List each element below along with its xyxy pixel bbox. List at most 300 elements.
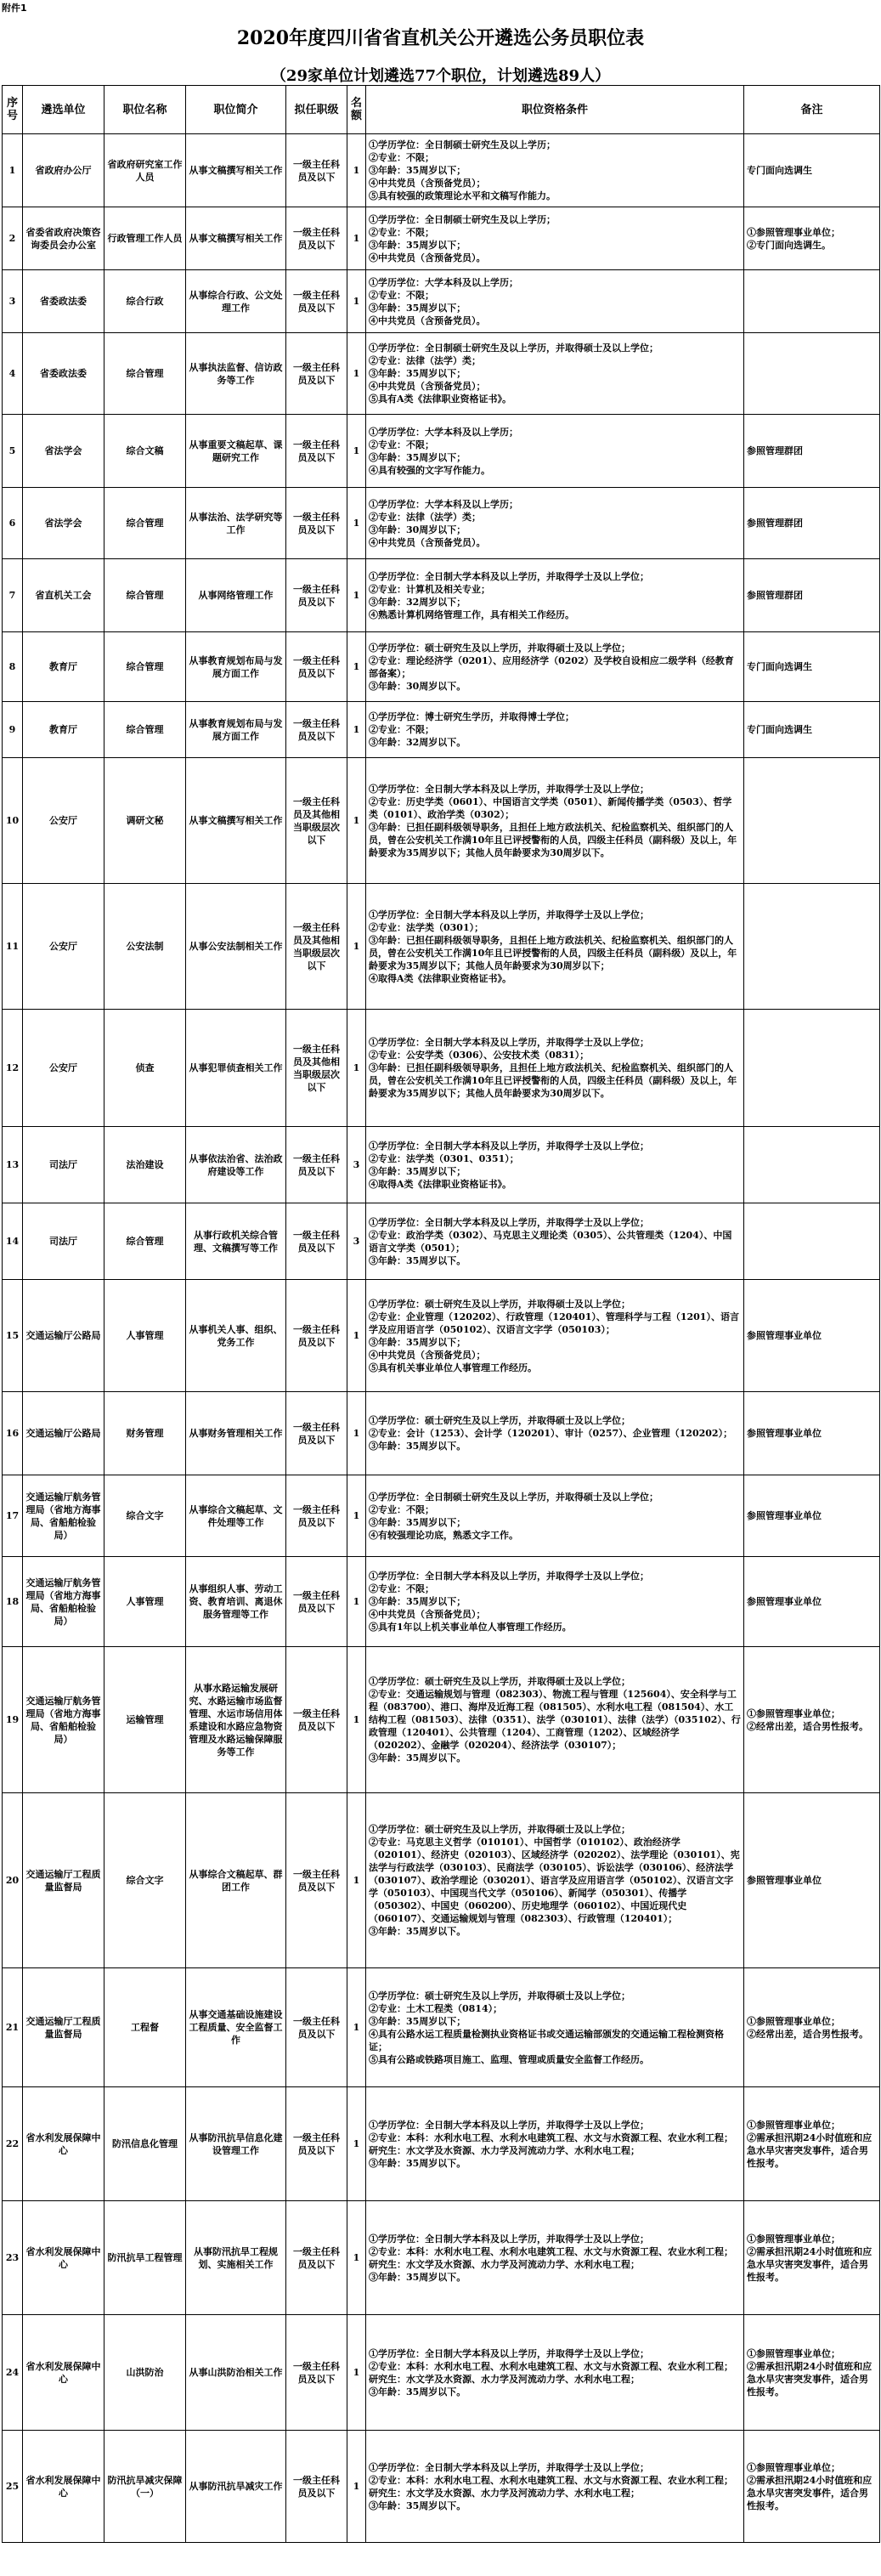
cell-position: 综合管理	[104, 702, 186, 758]
cell-no: 7	[3, 559, 23, 632]
condition-line: ②专业：不限；	[369, 1583, 434, 1594]
condition-line: ③年龄：35周岁以下；	[369, 1516, 466, 1528]
condition-line: ①学历学位：全日制大学本科及以上学历，并取得学士及以上学位；	[369, 1037, 649, 1048]
condition-line: ②专业：法学类（0301）；	[369, 921, 484, 933]
condition-line: ②专业：不限；	[369, 226, 434, 238]
table-row	[3, 1392, 880, 1475]
cell-quota: 1	[347, 758, 366, 884]
cell-conditions	[366, 1968, 744, 2087]
cell-level: 一级主任科员及以下	[286, 2201, 347, 2315]
cell-no: 22	[3, 2087, 23, 2201]
cell-intro: 从事文稿撰写相关工作	[186, 207, 286, 270]
cell-intro: 从事组织人事、劳动工资、教育培训、离退休服务管理等工作	[186, 1557, 286, 1647]
cell-level: 一级主任科员及以下	[286, 1793, 347, 1968]
cell-position: 防汛信息化管理	[104, 2087, 186, 2201]
cell-level: 一级主任科员及以下	[286, 333, 347, 415]
cell-conditions	[366, 1127, 744, 1203]
cell-intro: 从事文稿撰写相关工作	[186, 758, 286, 884]
cell-quota: 1	[347, 207, 366, 270]
cell-notes	[744, 207, 880, 270]
cell-position: 财务管理	[104, 1392, 186, 1475]
condition-line: ⑤具有A类《法律职业资格证书》。	[369, 393, 512, 405]
cell-quota: 1	[347, 1557, 366, 1647]
cell-conditions	[366, 1203, 744, 1280]
condition-line: ③年龄：30周岁以下；	[369, 524, 466, 535]
cell-quota: 1	[347, 632, 366, 702]
cell-unit: 交通运输厅航务管理局（省地方海事局、省船舶检验局）	[23, 1557, 104, 1647]
cell-level: 一级主任科员及以下	[286, 134, 347, 207]
cell-level: 一级主任科员及以下	[286, 1203, 347, 1280]
cell-level: 一级主任科员及以下	[286, 2431, 347, 2543]
note-line: 专门面向选调生	[747, 724, 812, 735]
cell-unit: 公安厅	[23, 758, 104, 884]
cell-intro: 从事防汛抗旱减灾工作	[186, 2431, 286, 2543]
note-line: ②需承担汛期24小时值班和应急水旱灾害突发事件，适合男性报考。	[747, 2245, 873, 2283]
cell-notes	[744, 632, 880, 702]
cell-conditions	[366, 270, 744, 333]
cell-position: 防汛抗旱工程管理	[104, 2201, 186, 2315]
positions-table	[2, 85, 880, 2543]
cell-notes	[744, 884, 880, 1010]
condition-line: ④取得A类《法律职业资格证书》。	[369, 1178, 512, 1190]
cell-level: 一级主任科员及以下	[286, 207, 347, 270]
table-row	[3, 488, 880, 559]
condition-line: ②专业：交通运输规划与管理（082303）、物流工程与管理（125604）、安全科学与工程（083700）、港口、海岸及近海工程（081505）、水利水电工程（081504）、水工结构工程（081503）、法律（0351）、法学（030101）、法律（法学）（035102）、行政管理（120401）、公共管理（1204）、工商管理（1202）、区域经济学（020202）、金融学（020204）、经济法学（030107）；	[369, 1689, 741, 1751]
condition-line: ①学历学位：全日制硕士研究生及以上学历；	[369, 213, 556, 225]
note-line: ①参照管理事业单位；	[747, 2461, 840, 2473]
cell-level: 一级主任科员及以下	[286, 559, 347, 632]
cell-unit: 省水利发展保障中心	[23, 2315, 104, 2431]
table-row	[3, 1280, 880, 1392]
condition-line: ④中共党员（含预备党员）。	[369, 536, 486, 548]
cell-no: 15	[3, 1280, 23, 1392]
note-line: ②经常出差，适合男性报考。	[747, 2028, 868, 2040]
page-subtitle: （29家单位计划遴选77个职位，计划遴选89人）	[270, 67, 611, 85]
condition-line: ①学历学位：全日制大学本科及以上学历，并取得学士及以上学位；	[369, 1571, 649, 1582]
cell-unit: 公安厅	[23, 884, 104, 1010]
cell-no: 13	[3, 1127, 23, 1203]
table-header-row	[3, 86, 880, 134]
cell-conditions	[366, 488, 744, 559]
cell-conditions	[366, 415, 744, 488]
cell-intro: 从事教育规划布局与发展方面工作	[186, 632, 286, 702]
table-row	[3, 1010, 880, 1127]
cell-notes	[744, 1010, 880, 1127]
note-line: ①参照管理事业单位；	[747, 2233, 840, 2245]
condition-line: ④中共党员（含预备党员）；	[369, 381, 486, 392]
condition-line: ②专业：不限；	[369, 289, 434, 301]
cell-position: 山洪防治	[104, 2315, 186, 2431]
cell-notes	[744, 702, 880, 758]
col-unit-header: 遴选单位	[23, 86, 104, 134]
condition-line: ②专业：会计（1253）、会计学（120201）、审计（0257）、企业管理（120202）；	[369, 1428, 733, 1439]
cell-intro: 从事依法治省、法治政府建设等工作	[186, 1127, 286, 1203]
col-position-header: 职位名称	[104, 86, 186, 134]
condition-line: ①学历学位：硕士研究生及以上学历，并取得硕士及以上学位；	[369, 1676, 630, 1687]
cell-intro: 从事综合文稿起草、文件处理等工作	[186, 1475, 286, 1557]
cell-intro: 从事财务管理相关工作	[186, 1392, 286, 1475]
cell-conditions	[366, 1475, 744, 1557]
table-row	[3, 1127, 880, 1203]
condition-line: ②专业：土木工程类（0814）；	[369, 2002, 503, 2014]
condition-line: ②专业：法律（法学）类；	[369, 511, 481, 523]
cell-conditions	[366, 1793, 744, 1968]
condition-line: ②专业：本科：水利水电工程、水利水电建筑工程、水文与水资源工程、农业水利工程；研究生：水文学及水资源、水力学及河流动力学、水利水电工程；	[369, 2132, 733, 2156]
condition-line: ②专业：公安学类（0306）、公安技术类（0831）；	[369, 1050, 590, 1061]
cell-no: 23	[3, 2201, 23, 2315]
cell-position: 工程督	[104, 1968, 186, 2087]
cell-unit: 省水利发展保障中心	[23, 2431, 104, 2543]
cell-notes	[744, 1968, 880, 2087]
cell-intro: 从事防汛抗旱工程规划、实施相关工作	[186, 2201, 286, 2315]
cell-conditions	[366, 2087, 744, 2201]
cell-conditions	[366, 1647, 744, 1793]
cell-no: 21	[3, 1968, 23, 2087]
note-line: ②需承担汛期24小时值班和应急水旱灾害突发事件，适合男性报考。	[747, 2132, 873, 2169]
cell-unit: 司法厅	[23, 1127, 104, 1203]
cell-unit: 交通运输厅公路局	[23, 1280, 104, 1392]
condition-line: ④熟悉计算机网络管理工作，具有相关工作经历。	[369, 609, 574, 620]
condition-line: ①学历学位：全日制大学本科及以上学历，并取得学士及以上学位；	[369, 1216, 649, 1228]
cell-intro: 从事综合行政、公文处理工作	[186, 270, 286, 333]
table-row	[3, 1647, 880, 1793]
condition-line: ①学历学位：博士研究生学历，并取得博士学位；	[369, 711, 574, 722]
cell-level: 一级主任科员及其他相当职级层次以下	[286, 1010, 347, 1127]
condition-line: ③年龄：35周岁以下。	[369, 1441, 466, 1452]
cell-intro: 从事水路运输发展研究、水路运输市场监督管理、水运市场信用体系建设和水路应急物资管理及水路运输保障服务等工作	[186, 1647, 286, 1793]
cell-notes	[744, 333, 880, 415]
cell-position: 侦查	[104, 1010, 186, 1127]
cell-position: 调研文秘	[104, 758, 186, 884]
cell-quota: 1	[347, 415, 366, 488]
cell-level: 一级主任科员及其他相当职级层次以下	[286, 758, 347, 884]
cell-position: 行政管理工作人员	[104, 207, 186, 270]
note-line: ①参照管理事业单位；	[747, 2119, 840, 2131]
cell-quota: 1	[347, 1280, 366, 1392]
cell-conditions	[366, 2315, 744, 2431]
cell-no: 10	[3, 758, 23, 884]
condition-line: ①学历学位：全日制大学本科及以上学历，并取得学士及以上学位；	[369, 2461, 649, 2473]
note-line: 参照管理事业单位	[747, 1596, 822, 1607]
cell-no: 4	[3, 333, 23, 415]
table-row	[3, 1203, 880, 1280]
note-line: 专门面向选调生	[747, 165, 812, 176]
condition-line: ③年龄：35周岁以下。	[369, 2386, 466, 2398]
cell-no: 1	[3, 134, 23, 207]
cell-unit: 交通运输厅工程质量监督局	[23, 1968, 104, 2087]
condition-line: ①学历学位：全日制大学本科及以上学历，并取得学士及以上学位；	[369, 570, 649, 582]
cell-notes	[744, 2201, 880, 2315]
cell-no: 19	[3, 1647, 23, 1793]
table-row	[3, 559, 880, 632]
cell-conditions	[366, 702, 744, 758]
cell-conditions	[366, 1280, 744, 1392]
table-row	[3, 1475, 880, 1557]
cell-unit: 交通运输厅公路局	[23, 1392, 104, 1475]
cell-notes	[744, 1127, 880, 1203]
cell-quota: 1	[347, 2201, 366, 2315]
cell-level: 一级主任科员及以下	[286, 1475, 347, 1557]
condition-line: ⑤具有较强的政策理论水平和文稿写作能力。	[369, 190, 556, 201]
condition-line: ②专业：不限；	[369, 1503, 434, 1515]
note-line: 参照管理群团	[747, 590, 803, 601]
cell-quota: 1	[347, 559, 366, 632]
cell-no: 6	[3, 488, 23, 559]
condition-line: ③年龄：已担任副科级领导职务，且担任上地方政法机关、纪检监察机关、组织部门的人员，曾在公安机关工作满10年且已评授警衔的人员，四级主任科员（副科级）及以上，年龄要求为35周岁以下；其他人员年龄要求为30周岁以下；	[369, 934, 737, 971]
condition-line: ②专业：历史学类（0601）、中国语言文学类（0501）、新闻传播学类（0503）、哲学类（0101）、政治学类（0302）；	[369, 795, 732, 820]
condition-line: ④中共党员（含预备党员）；	[369, 178, 486, 189]
table-row	[3, 1968, 880, 2087]
cell-level: 一级主任科员及以下	[286, 632, 347, 702]
condition-line: ①学历学位：大学本科及以上学历；	[369, 276, 518, 288]
cell-level: 一级主任科员及其他相当职级层次以下	[286, 884, 347, 1010]
cell-position: 综合管理	[104, 559, 186, 632]
table-row	[3, 1793, 880, 1968]
note-line: ②专门面向选调生。	[747, 239, 831, 251]
cell-intro: 从事犯罪侦查相关工作	[186, 1010, 286, 1127]
cell-conditions	[366, 333, 744, 415]
note-line: ②需承担汛期24小时值班和应急水旱灾害突发事件，适合男性报考。	[747, 2360, 873, 2398]
condition-line: ③年龄：已担任副科级领导职务，且担任上地方政法机关、纪检监察机关、组织部门的人员，曾在公安机关工作满10年且已评授警衔的人员，四级主任科员（副科级）及以上，年龄要求为35周岁以下；其他人员年龄要求为30周岁以下。	[369, 1062, 737, 1099]
cell-no: 14	[3, 1203, 23, 1280]
note-line: 参照管理群团	[747, 518, 803, 529]
cell-unit: 省委政法委	[23, 270, 104, 333]
condition-line: ③年龄：已担任副科级领导职务，且担任上地方政法机关、纪检监察机关、组织部门的人员，曾在公安机关工作满10年且已评授警衔的人员，四级主任科员（副科级）及以上，年龄要求为35周岁以下；其他人员年龄要求为30周岁以下。	[369, 821, 737, 858]
cell-quota: 1	[347, 134, 366, 207]
cell-intro: 从事重要文稿起草、课题研究工作	[186, 415, 286, 488]
condition-line: ①学历学位：硕士研究生及以上学历，并取得硕士及以上学位；	[369, 1824, 630, 1835]
table-row	[3, 333, 880, 415]
cell-conditions	[366, 632, 744, 702]
table-row	[3, 207, 880, 270]
cell-unit: 省政府办公厅	[23, 134, 104, 207]
cell-intro: 从事行政机关综合管理、文稿撰写等工作	[186, 1203, 286, 1280]
cell-unit: 省委政法委	[23, 333, 104, 415]
condition-line: ④具有公路水运工程质量检测执业资格证书或交通运输部颁发的交通运输工程检测资格证；	[369, 2028, 724, 2052]
cell-position: 公安法制	[104, 884, 186, 1010]
condition-line: ②专业：政治学类（0302）、马克思主义理论类（0305）、公共管理类（1204）、中国语言文学类（0501）；	[369, 1229, 732, 1254]
note-line: ①参照管理事业单位；	[747, 2015, 840, 2027]
cell-conditions	[366, 207, 744, 270]
cell-position: 运输管理	[104, 1647, 186, 1793]
col-conditions-header: 职位资格条件	[366, 86, 744, 134]
attachment-label: 附件1	[2, 3, 27, 14]
note-line: 专门面向选调生	[747, 661, 812, 672]
col-no-header: 序号	[3, 86, 23, 134]
cell-unit: 省法学会	[23, 415, 104, 488]
table-row	[3, 134, 880, 207]
note-line: ②需承担汛期24小时值班和应急水旱灾害突发事件，适合男性报考。	[747, 2474, 873, 2511]
cell-conditions	[366, 884, 744, 1010]
condition-line: ①学历学位：硕士研究生及以上学历，并取得硕士及以上学位；	[369, 1990, 630, 2001]
condition-line: ①学历学位：全日制大学本科及以上学历，并取得学士及以上学位；	[369, 1140, 649, 1152]
cell-position: 综合管理	[104, 1203, 186, 1280]
condition-line: ③年龄：35周岁以下。	[369, 1926, 466, 1937]
cell-position: 人事管理	[104, 1557, 186, 1647]
table-row	[3, 884, 880, 1010]
cell-notes	[744, 1280, 880, 1392]
cell-unit: 交通运输厅工程质量监督局	[23, 1793, 104, 1968]
cell-no: 20	[3, 1793, 23, 1968]
cell-level: 一级主任科员及以下	[286, 1392, 347, 1475]
condition-line: ③年龄：35周岁以下；	[369, 451, 466, 463]
cell-notes	[744, 2315, 880, 2431]
cell-position: 综合管理	[104, 632, 186, 702]
cell-quota: 1	[347, 2315, 366, 2431]
condition-line: ①学历学位：大学本科及以上学历；	[369, 498, 518, 510]
cell-level: 一级主任科员及以下	[286, 1968, 347, 2087]
condition-line: ③年龄：35周岁以下；	[369, 1336, 466, 1348]
cell-quota: 3	[347, 1127, 366, 1203]
condition-line: ③年龄：35周岁以下。	[369, 2271, 466, 2283]
cell-notes	[744, 1203, 880, 1280]
cell-quota: 1	[347, 1010, 366, 1127]
table-row	[3, 702, 880, 758]
cell-notes	[744, 1647, 880, 1793]
condition-line: ③年龄：32周岁以下；	[369, 596, 466, 608]
cell-no: 11	[3, 884, 23, 1010]
condition-line: ①学历学位：全日制大学本科及以上学历，并取得学士及以上学位；	[369, 2347, 649, 2359]
cell-no: 17	[3, 1475, 23, 1557]
condition-line: ②专业：本科：水利水电工程、水利水电建筑工程、水文与水资源工程、农业水利工程；研究生：水文学及水资源、水力学及河流动力学、水利水电工程；	[369, 2245, 733, 2270]
cell-level: 一级主任科员及以下	[286, 2315, 347, 2431]
condition-line: ②专业：本科：水利水电工程、水利水电建筑工程、水文与水资源工程、农业水利工程；研究生：水文学及水资源、水力学及河流动力学、水利水电工程；	[369, 2474, 733, 2499]
cell-quota: 1	[347, 1475, 366, 1557]
cell-intro: 从事网络管理工作	[186, 559, 286, 632]
condition-line: ⑤具有1年以上机关事业单位人事管理工作经历。	[369, 1622, 572, 1633]
cell-level: 一级主任科员及以下	[286, 270, 347, 333]
table-body	[3, 134, 880, 2543]
cell-level: 一级主任科员及以下	[286, 702, 347, 758]
cell-conditions	[366, 1392, 744, 1475]
cell-quota: 1	[347, 270, 366, 333]
cell-no: 24	[3, 2315, 23, 2431]
cell-intro: 从事执法监督、信访政务等工作	[186, 333, 286, 415]
col-level-header: 拟任职级	[286, 86, 347, 134]
cell-notes	[744, 2431, 880, 2543]
condition-line: ③年龄：35周岁以下。	[369, 2500, 466, 2511]
note-line: 参照管理事业单位	[747, 1428, 822, 1439]
condition-line: ③年龄：35周岁以下；	[369, 165, 466, 176]
cell-conditions	[366, 2201, 744, 2315]
table-row	[3, 2201, 880, 2315]
condition-line: ④取得A类《法律职业资格证书》。	[369, 972, 512, 984]
condition-line: ①学历学位：硕士研究生及以上学历，并取得硕士及以上学位；	[369, 1415, 630, 1426]
cell-level: 一级主任科员及以下	[286, 1647, 347, 1793]
cell-no: 8	[3, 632, 23, 702]
condition-line: ②专业：法学类（0301、0351）；	[369, 1152, 519, 1164]
cell-notes	[744, 1475, 880, 1557]
cell-intro: 从事防汛抗旱信息化建设管理工作	[186, 2087, 286, 2201]
cell-intro: 从事交通基础设施建设工程质量、安全监督工作	[186, 1968, 286, 2087]
cell-conditions	[366, 1010, 744, 1127]
condition-line: ②专业：不限；	[369, 439, 434, 450]
condition-line: ③年龄：35周岁以下。	[369, 1752, 466, 1764]
cell-quota: 1	[347, 333, 366, 415]
condition-line: ③年龄：32周岁以下。	[369, 737, 466, 748]
cell-conditions	[366, 2431, 744, 2543]
cell-notes	[744, 1557, 880, 1647]
condition-line: ③年龄：35周岁以下；	[369, 1165, 466, 1177]
condition-line: ①学历学位：全日制大学本科及以上学历，并取得学士及以上学位；	[369, 909, 649, 920]
cell-position: 法治建设	[104, 1127, 186, 1203]
condition-line: ⑤具有公路或铁路项目施工、监理、管理或质量安全监督工作经历。	[369, 2053, 649, 2065]
cell-no: 2	[3, 207, 23, 270]
cell-quota: 1	[347, 1793, 366, 1968]
condition-line: ⑤具有机关事业单位人事管理工作经历。	[369, 1362, 537, 1373]
condition-line: ②专业：本科：水利水电工程、水利水电建筑工程、水文与水资源工程、农业水利工程；研究生：水文学及水资源、水力学及河流动力学、水利水电工程；	[369, 2360, 733, 2385]
cell-unit: 教育厅	[23, 702, 104, 758]
cell-unit: 省委省政府决策咨询委员会办公室	[23, 207, 104, 270]
cell-level: 一级主任科员及以下	[286, 415, 347, 488]
cell-no: 12	[3, 1010, 23, 1127]
cell-unit: 交通运输厅航务管理局（省地方海事局、省船舶检验局）	[23, 1475, 104, 1557]
cell-notes	[744, 488, 880, 559]
cell-unit: 教育厅	[23, 632, 104, 702]
table-row	[3, 270, 880, 333]
note-line: ①参照管理事业单位；	[747, 1707, 840, 1719]
cell-conditions	[366, 559, 744, 632]
note-line: 参照管理事业单位	[747, 1330, 822, 1341]
cell-intro: 从事文稿撰写相关工作	[186, 134, 286, 207]
condition-line: ④中共党员（含预备党员）；	[369, 1609, 486, 1620]
table-row	[3, 2431, 880, 2543]
condition-line: ②专业：计算机及相关专业；	[369, 583, 490, 595]
condition-line: ②专业：法律（法学）类；	[369, 355, 481, 366]
condition-line: ④有较强理论功底，熟悉文字工作。	[369, 1529, 518, 1541]
condition-line: ①学历学位：全日制大学本科及以上学历，并取得学士及以上学位；	[369, 783, 649, 795]
note-line: 参照管理事业单位	[747, 1510, 822, 1521]
cell-quota: 1	[347, 2431, 366, 2543]
condition-line: ③年龄：30周岁以下。	[369, 680, 466, 692]
cell-unit: 省水利发展保障中心	[23, 2201, 104, 2315]
condition-line: ③年龄：35周岁以下。	[369, 2157, 466, 2169]
condition-line: ④中共党员（含预备党员）；	[369, 1349, 486, 1361]
note-line: ①参照管理事业单位；	[747, 226, 840, 238]
cell-notes	[744, 270, 880, 333]
cell-intro: 从事公安法制相关工作	[186, 884, 286, 1010]
cell-level: 一级主任科员及以下	[286, 1127, 347, 1203]
cell-conditions	[366, 758, 744, 884]
cell-notes	[744, 559, 880, 632]
cell-intro: 从事综合文稿起草、群团工作	[186, 1793, 286, 1968]
condition-line: ②专业：理论经济学（0201）、应用经济学（0202）及学校自设相应二级学科（经教育部备案）；	[369, 654, 734, 679]
condition-line: ①学历学位：全日制大学本科及以上学历，并取得学士及以上学位；	[369, 2233, 649, 2245]
cell-quota: 1	[347, 1968, 366, 2087]
cell-intro: 从事教育规划布局与发展方面工作	[186, 702, 286, 758]
condition-line: ④中共党员（含预备党员）。	[369, 252, 486, 263]
cell-quota: 1	[347, 884, 366, 1010]
cell-position: 综合管理	[104, 333, 186, 415]
condition-line: ①学历学位：全日制硕士研究生及以上学历，并取得硕士及以上学位；	[369, 343, 658, 354]
table-row	[3, 632, 880, 702]
cell-position: 综合行政	[104, 270, 186, 333]
cell-notes	[744, 2087, 880, 2201]
cell-position: 综合文字	[104, 1793, 186, 1968]
cell-no: 25	[3, 2431, 23, 2543]
cell-intro: 从事机关人事、组织、党务工作	[186, 1280, 286, 1392]
cell-notes	[744, 1392, 880, 1475]
cell-notes	[744, 415, 880, 488]
condition-line: ①学历学位：全日制硕士研究生及以上学历；	[369, 139, 556, 150]
condition-line: ②专业：不限；	[369, 152, 434, 163]
col-quota-header: 名额	[347, 86, 366, 134]
cell-position: 省政府研究室工作人员	[104, 134, 186, 207]
cell-unit: 交通运输厅航务管理局（省地方海事局、省船舶检验局）	[23, 1647, 104, 1793]
note-line: 参照管理群团	[747, 445, 803, 456]
col-intro-header: 职位简介	[186, 86, 286, 134]
condition-line: ③年龄：35周岁以下；	[369, 2015, 466, 2027]
